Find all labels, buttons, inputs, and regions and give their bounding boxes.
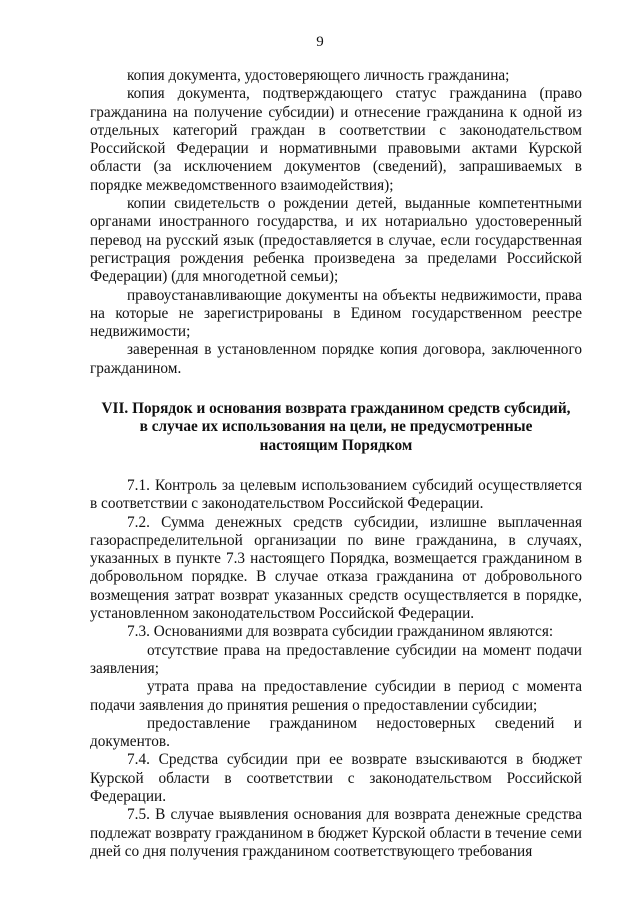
paragraph: 7.2. Сумма денежных средств субсидии, излишне выплаченная газораспределительной организации по вине гражданина, в случаях, указанных в пункте 7.3 настоящего Порядка, возмещается гражданином в добровольном порядке. В случае отказа гражданина от добровольного возмещения затрат возврат указанных средств осуществляется в порядке, установленном законодательством Российской Федерации. xyxy=(90,513,582,623)
page-number: 9 xyxy=(316,34,324,50)
document-body xyxy=(90,67,582,861)
paragraph: 7.4. Средства субсидии при ее возврате взыскиваются в бюджет Курской области в соответствии с законодательством Российской Федерации. xyxy=(90,751,582,805)
paragraph: заверенная в установленном порядке копия договора, заключенного гражданином. xyxy=(90,341,582,377)
paragraph: 7.1. Контроль за целевым использованием субсидий осуществляется в соответствии с законодательством Российской Федерации. xyxy=(90,476,582,513)
section-heading-line: настоящим Порядком xyxy=(259,436,413,454)
paragraph: утрата права на предоставление субсидии в период с момента подачи заявления до принятия решения о предоставлении субсидии; xyxy=(90,678,582,714)
paragraph: предоставление гражданином недостоверных сведений и документов. xyxy=(90,714,582,751)
paragraph: копии свидетельств о рождении детей, выданные компетентными органами иностранного государства, и их нотариально удостоверенный перевод на русский язык (предоставляется в случае, если государственная регистрация рождения ребенка произведена за пределами Российской Федерации) (для многодетной семьи); xyxy=(90,195,582,286)
paragraph: 7.3. Основаниями для возврата субсидии гражданином являются: xyxy=(127,623,554,641)
paragraph: отсутствие права на предоставление субсидии на момент подачи заявления; xyxy=(90,641,582,677)
section-heading-line: VII. Порядок и основания возврата гражданином средств субсидий, xyxy=(101,400,571,418)
paragraph: копия документа, удостоверяющего личность гражданина; xyxy=(127,67,510,84)
paragraph: 7.5. В случае выявления основания для возврата денежные средства подлежат возврату гражданином в бюджет Курской области в течение семи дней со дня получения гражданином соответствующего требования xyxy=(90,806,582,860)
paragraph: правоустанавливающие документы на объекты недвижимости, права на которые не зарегистрированы в Едином государственном реестре недвижимости; xyxy=(90,286,582,341)
paragraph: копия документа, подтверждающего статус гражданина (право гражданина на получение субсидии) и отнесение гражданина к одной из отдельных категорий граждан в соответствии с законодательством Российской Федерации и нормативными правовыми актами Курской области (за исключением документов (сведений), запрашиваемых в порядке межведомственного взаимодействия); xyxy=(90,85,582,194)
section-heading-line: в случае их использования на цели, не предусмотренные xyxy=(139,418,533,436)
section-heading xyxy=(90,400,582,455)
